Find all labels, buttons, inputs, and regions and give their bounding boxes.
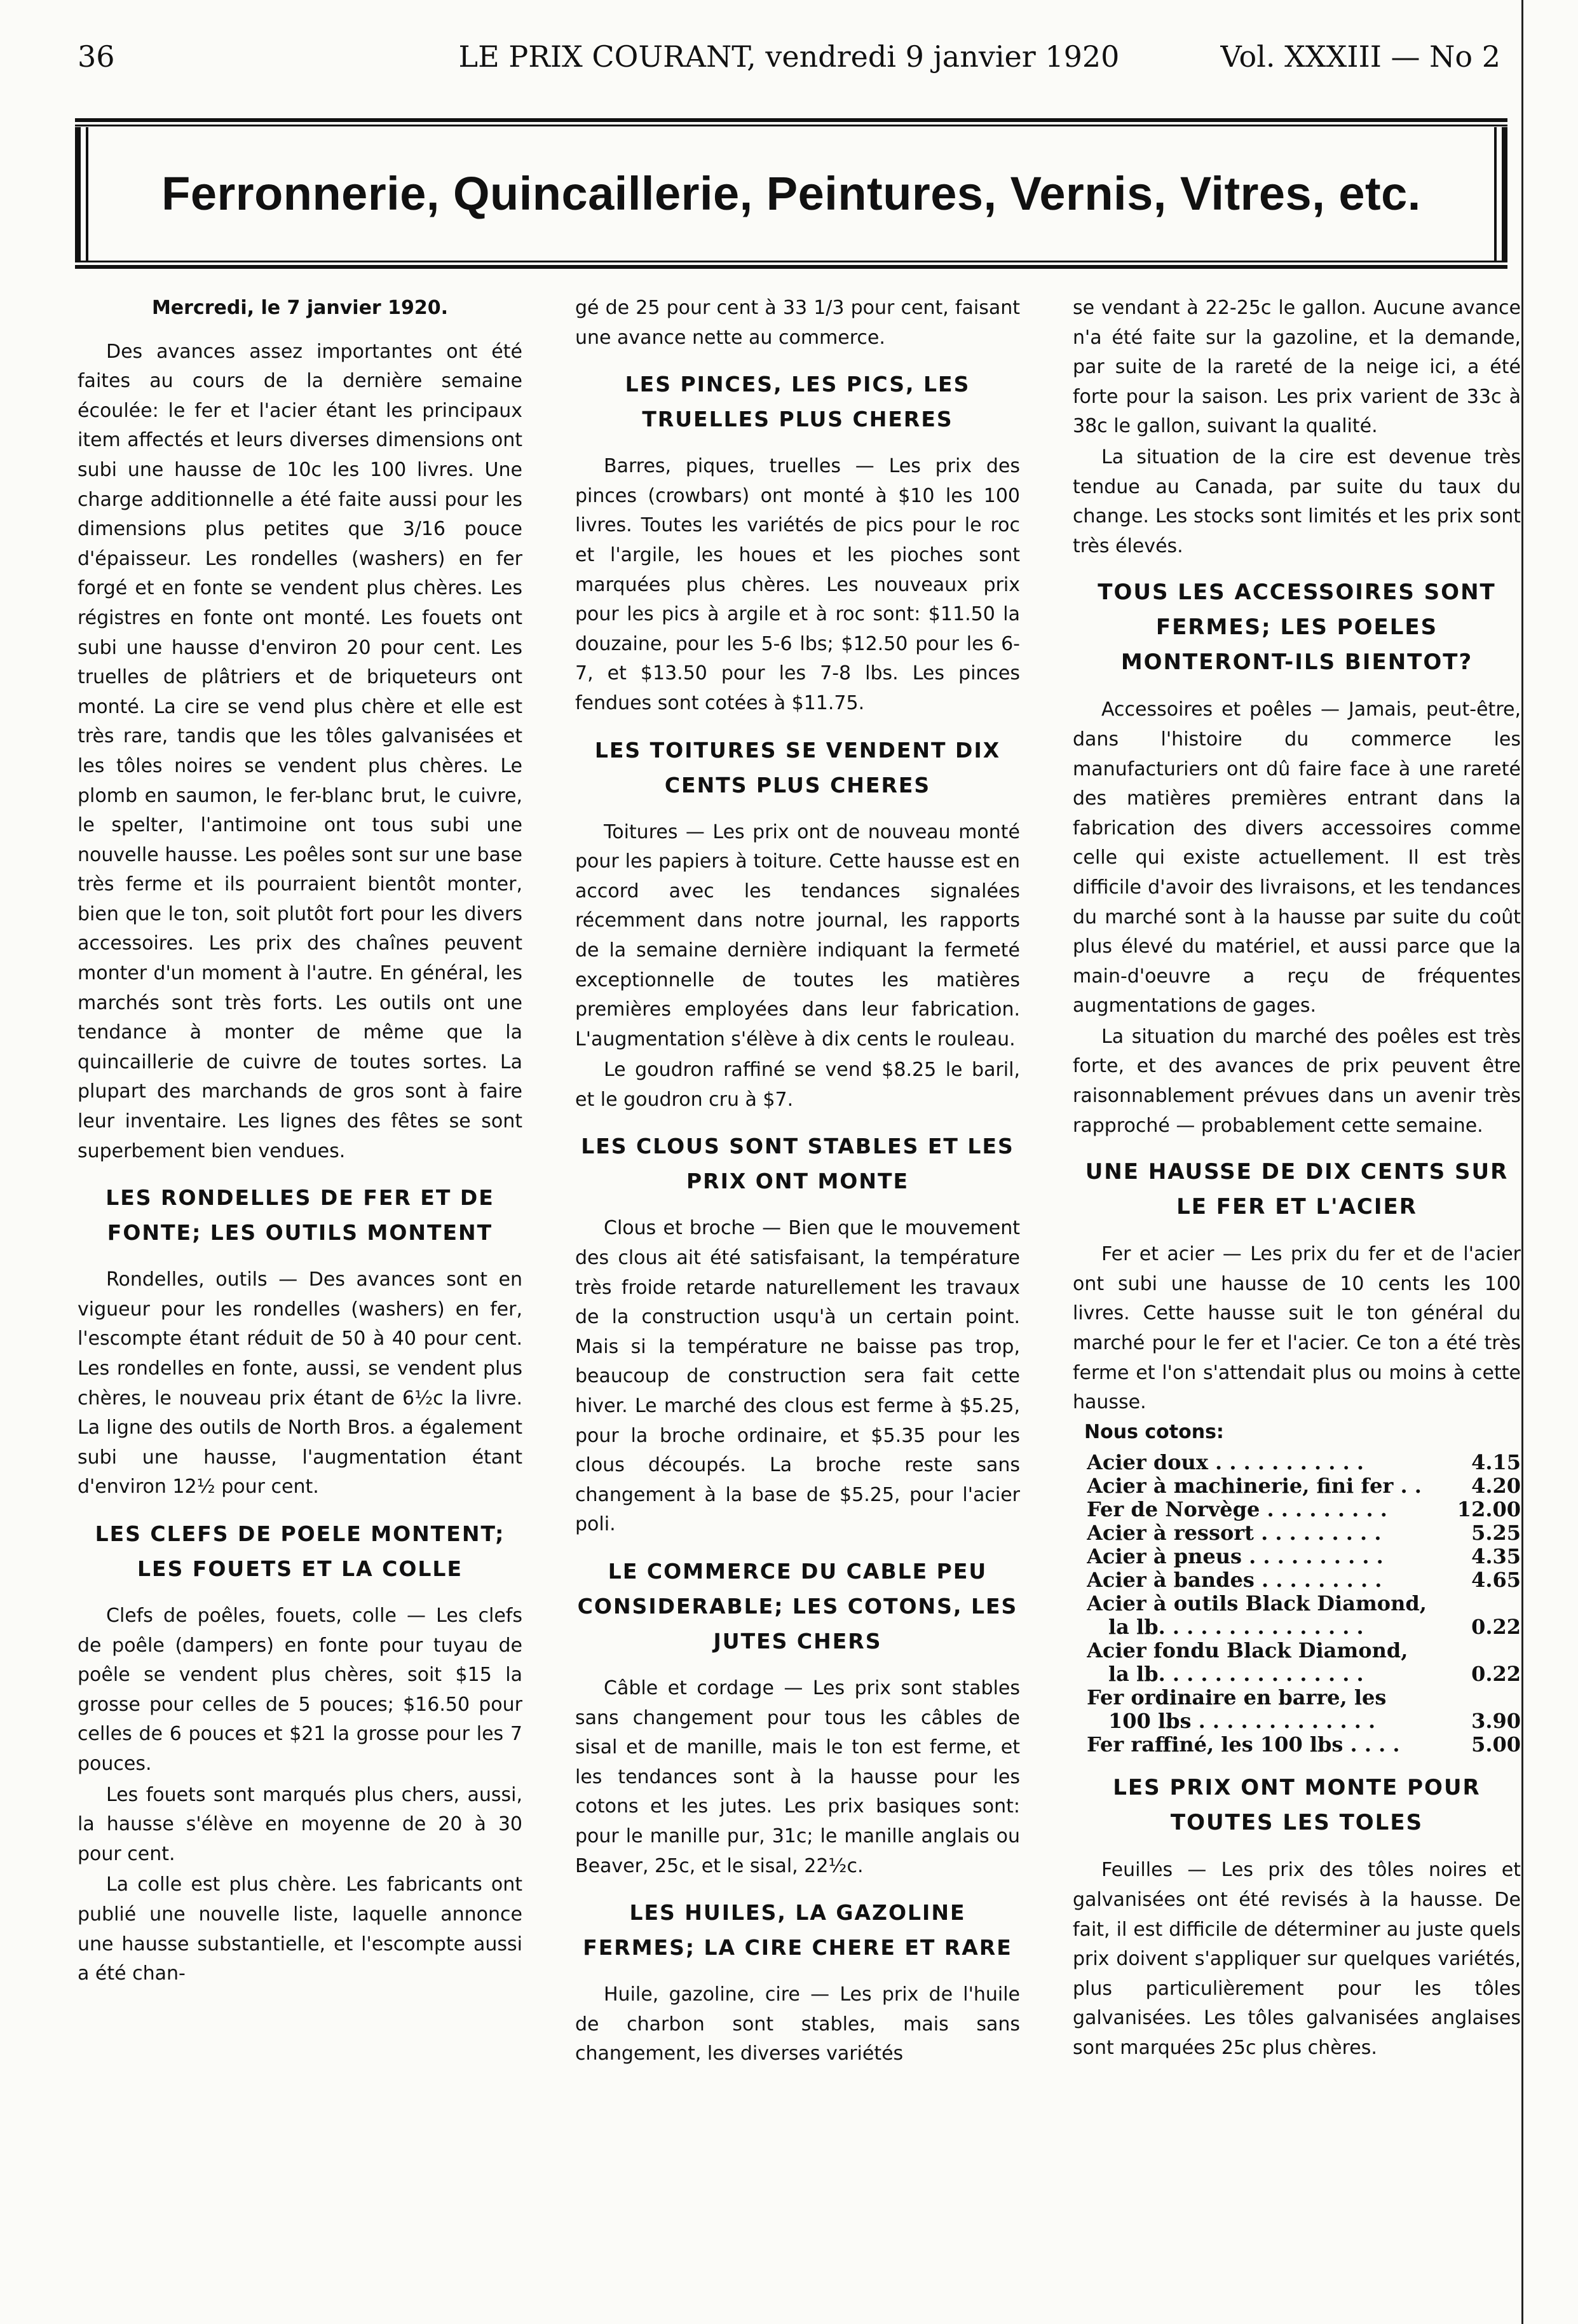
- price-row: [1087, 1545, 1521, 1568]
- price-row: [1087, 1639, 1521, 1662]
- price-value: 3.90: [1471, 1709, 1521, 1734]
- section-title: Ferronnerie, Quincaillerie, Peintures, Vernis, Vitres, etc.: [161, 167, 1421, 220]
- price-value: [1516, 1686, 1521, 1709]
- price-value: 4.20: [1471, 1474, 1521, 1498]
- top-rule-thin: [75, 125, 1507, 126]
- paragraph: Fer et acier — Les prix du fer et de l'acier ont subi une hausse de 10 cents les 100 livres. Cette hausse suit le ton général du marché pour le fer et l'acier. Ce ton a été très ferme et l'on s'attendait plus ou moins à cette hausse.: [1073, 1243, 1521, 1414]
- column-3: [1073, 294, 1521, 2063]
- paragraph: se vendant à 22-25c le gallon. Aucune avance n'a été faite sur la gazoline, et la demande, par suite de la rareté de la neige ici, a été forte pour la saison. Les prix varient de 33c à 38c le gallon, suivant la qualité.: [1073, 297, 1521, 438]
- price-row: [1087, 1686, 1521, 1709]
- price-value: 5.00: [1471, 1732, 1521, 1757]
- paragraph: La colle est plus chère. Les fabricants ont publié une nouvelle liste, laquelle annonce une hausse substantielle, et l'escompte aussi a été chan-: [78, 1873, 522, 1985]
- running-title: LE PRIX COURANT, vendredi 9 janvier 1920: [458, 39, 1120, 74]
- price-label: la lb. . . . . . . . . . . . . . .: [1108, 1615, 1364, 1640]
- price-row: [1087, 1568, 1521, 1592]
- paragraph: La situation du marché des poêles est très forte, et des avances de prix peuvent être raisonnablement prévues dans un avenir très rapproché — probablement cette semaine.: [1073, 1025, 1521, 1137]
- paragraph: Rondelles, outils — Des avances sont en vigueur pour les rondelles (washers) en fer, l'escompte étant réduit de 50 à 40 pour cent. Les rondelles en fonte, aussi, se vendent plus chères, le nouveau prix étant de 6½c la livre. La ligne des outils de North Bros. a également subi une hausse, l'augmentation étant d'environ 12½ pour cent.: [78, 1268, 522, 1498]
- article-heading: LES PRIX ONT MONTE POUR TOUTES LES TOLES: [1113, 1775, 1481, 1836]
- price-label: la lb. . . . . . . . . . . . . . .: [1108, 1662, 1364, 1687]
- article-heading: LES PINCES, LES PICS, LES TRUELLES PLUS CHERES: [625, 372, 970, 432]
- price-label: Acier à outils Black Diamond,: [1087, 1592, 1427, 1616]
- page-edge-line: [1521, 0, 1523, 2324]
- price-row: [1087, 1615, 1521, 1639]
- section-banner: [75, 127, 1507, 261]
- price-row: [1087, 1451, 1521, 1474]
- paragraph: Accessoires et poêles — Jamais, peut-être, dans l'histoire du commerce les manufacturiers ont dû faire face à une rareté des matières premières entrant dans la fabrication des divers accessoires comme celle qui existe actuellement. Il est très difficile d'avoir des livraisons, et les tendances du marché sont à la hausse par suite du coût plus élevé du matériel, et aussi parce que la main-d'oeuvre a reçu de fréquentes augmentations de gages.: [1073, 698, 1521, 1017]
- paragraph: Toitures — Les prix ont de nouveau monté pour les papiers à toiture. Cette hausse est en accord avec les tendances signalées récemment dans notre journal, les rapports de la semaine dernière indiquant la fermeté exceptionnelle de toutes les matières premières employées dans leur fabrication. L'augmentation s'élève à dix cents le rouleau.: [575, 820, 1020, 1050]
- price-value: 4.35: [1471, 1544, 1521, 1569]
- price-value: 4.15: [1471, 1450, 1521, 1475]
- price-list-label: Nous cotons:: [1084, 1420, 1224, 1443]
- column-1: [78, 294, 522, 1989]
- price-row: [1087, 1498, 1521, 1521]
- paragraph: Les fouets sont marqués plus chers, aussi, la hausse s'élève en moyenne de 20 à 30 pour cent.: [78, 1783, 522, 1865]
- paragraph: Câble et cordage — Les prix sont stables sans changement pour tous les câbles de sisal et de manille, mais le ton est ferme, et les tendances sont à la hausse pour les cotons et les jutes. Les prix basiques sont: pour le manille pur, 31c; le manille anglais ou Beaver, 25c, et le sisal, 22½c.: [575, 1677, 1020, 1877]
- price-label: Fer raffiné, les 100 lbs . . . .: [1087, 1733, 1400, 1757]
- price-list: [1087, 1451, 1521, 1757]
- paragraph: Clefs de poêles, fouets, colle — Les clefs de poêle (dampers) en fonte pour tuyau de poêle se vendent plus chères, soit $15 la grosse pour celles de 5 pouces; $16.50 pour celles de 6 pouces et $21 la grosse pour les 7 pouces.: [78, 1604, 522, 1775]
- price-label: Acier à bandes . . . . . . . . .: [1087, 1568, 1382, 1593]
- article-heading: LE COMMERCE DU CABLE PEU CONSIDERABLE; LES COTONS, LES JUTES CHERS: [577, 1559, 1018, 1654]
- article-heading: LES CLEFS DE POELE MONTENT; LES FOUETS ET LA COLLE: [95, 1521, 505, 1581]
- article-heading: LES RONDELLES DE FER ET DE FONTE; LES OUTILS MONTENT: [105, 1185, 494, 1246]
- top-rule: [75, 118, 1507, 122]
- article-heading: UNE HAUSSE DE DIX CENTS SUR LE FER ET L'ACIER: [1085, 1159, 1509, 1220]
- price-value: 0.22: [1471, 1662, 1521, 1687]
- price-label: Acier à pneus . . . . . . . . . .: [1087, 1545, 1384, 1569]
- price-row: [1087, 1521, 1521, 1545]
- column-2: [575, 294, 1020, 2069]
- price-label: Acier à ressort . . . . . . . . .: [1087, 1521, 1382, 1546]
- price-row: [1087, 1662, 1521, 1686]
- price-value: [1516, 1639, 1521, 1662]
- price-value: 0.22: [1471, 1615, 1521, 1640]
- paragraph: Huile, gazoline, cire — Les prix de l'huile de charbon sont stables, mais sans changement, les diverses variétés: [575, 1983, 1020, 2065]
- paragraph: La situation de la cire est devenue très tendue au Canada, par suite du taux du change. Les stocks sont limités et les prix sont très élevés.: [1073, 445, 1521, 557]
- bottom-rule-thin: [75, 261, 1507, 262]
- paragraph: Le goudron raffiné se vend $8.25 le baril, et le goudron cru à $7.: [575, 1059, 1020, 1111]
- price-label: Fer de Norvège . . . . . . . . .: [1087, 1498, 1387, 1522]
- price-value: 12.00: [1457, 1497, 1521, 1522]
- price-label: Acier à machinerie, fini fer . .: [1087, 1474, 1422, 1498]
- price-label: 100 lbs . . . . . . . . . . . . .: [1108, 1709, 1376, 1734]
- paragraph: Barres, piques, truelles — Les prix des pinces (crowbars) ont monté à $10 les 100 livres. Toutes les variétés de pics pour le roc et l'argile, les houes et les pioches sont marquées plus chères. Les nouveaux prix pour les pics à argile et à roc sont: $11.50 la douzaine, pour les 5-6 lbs; $12.50 pour les 6-7, et $13.50 pour les 7-8 lbs. Les pinces fendues sont cotées à $11.75.: [575, 455, 1020, 714]
- price-value: [1516, 1592, 1521, 1615]
- price-row: [1087, 1709, 1521, 1733]
- article-heading: LES HUILES, LA GAZOLINE FERMES; LA CIRE CHERE ET RARE: [583, 1900, 1012, 1960]
- volume-number: Vol. XXXIII — No 2: [1220, 39, 1500, 74]
- paragraph: gé de 25 pour cent à 33 1/3 pour cent, faisant une avance nette au commerce.: [575, 297, 1020, 349]
- paragraph: Clous et broche — Bien que le mouvement des clous ait été satisfaisant, la température très froide retarde naturellement les travaux de la construction usqu'à un certain point. Mais si la température ne baisse pas trop, beaucoup de construction sera fait cette hiver. Le marché des clous est ferme à $5.25, pour la broche ordinaire, et $5.35 pour les clous découpés. La broche reste sans changement à la base de $5.25, pour l'acier poli.: [575, 1217, 1020, 1536]
- price-label: Fer ordinaire en barre, les: [1087, 1686, 1387, 1710]
- price-label: Acier fondu Black Diamond,: [1087, 1639, 1408, 1663]
- price-value: 5.25: [1471, 1521, 1521, 1546]
- article-heading: LES CLOUS SONT STABLES ET LES PRIX ONT MONTE: [581, 1134, 1014, 1194]
- price-row: [1087, 1474, 1521, 1498]
- price-row: [1087, 1592, 1521, 1615]
- price-label: Acier doux . . . . . . . . . . .: [1087, 1451, 1364, 1475]
- price-row: [1087, 1733, 1521, 1757]
- dateline: Mercredi, le 7 janvier 1920.: [151, 297, 449, 319]
- bottom-rule: [75, 265, 1507, 269]
- paragraph: Des avances assez importantes ont été faites au cours de la dernière semaine écoulée: le fer et l'acier étant les principaux item affectés et leurs diverses dimensions ont subi une hausse de 10c les 100 livres. Une charge additionnelle a été faite aussi pour les dimensions plus petites que 3/16 pouce d'épaisseur. Les rondelles (washers) en fer forgé et en fonte se vendent plus chères. Les régistres en fonte ont monté. Les fouets ont subi une hausse d'environ 20 pour cent. Les truelles de plâtriers et de briqueteurs ont monté. La cire se vend plus chère et elle est très rare, tandis que les tôles galvanisées et les tôles noires se vendent plus chères. Le plomb en saumon, le fer-blanc brut, le cuivre, le spelter, l'antimoine ont tous subi une nouvelle hausse. Les poêles sont sur une base très ferme et ils pourraient bientôt monter, bien que le ton, soit plutôt fort pour les divers accessoires. Les prix des chaînes peuvent monter d'un moment à l'autre. En général, les marchés sont très forts. Les outils ont une tendance à monter de même que la quincaillerie de cuivre de toutes sortes. La plupart des marchands de gros sont à faire leur inventaire. Les lignes des fêtes se sont superbement bien vendues.: [78, 340, 522, 1162]
- paragraph: Feuilles — Les prix des tôles noires et galvanisées ont été revisés à la hausse. De fait, il est difficile de déterminer au juste quels prix doivent s'appliquer sur quelques variétés, plus particulièrement pour les tôles galvanisées. Les tôles galvanisées anglaises sont marquées 25c plus chères.: [1073, 1859, 1521, 2059]
- article-heading: LES TOITURES SE VENDENT DIX CENTS PLUS CHERES: [594, 737, 1001, 798]
- price-value: 4.65: [1471, 1568, 1521, 1593]
- article-heading: TOUS LES ACCESSOIRES SONT FERMES; LES POELES MONTERONT-ILS BIENTOT?: [1098, 580, 1496, 676]
- page-number: 36: [78, 39, 115, 74]
